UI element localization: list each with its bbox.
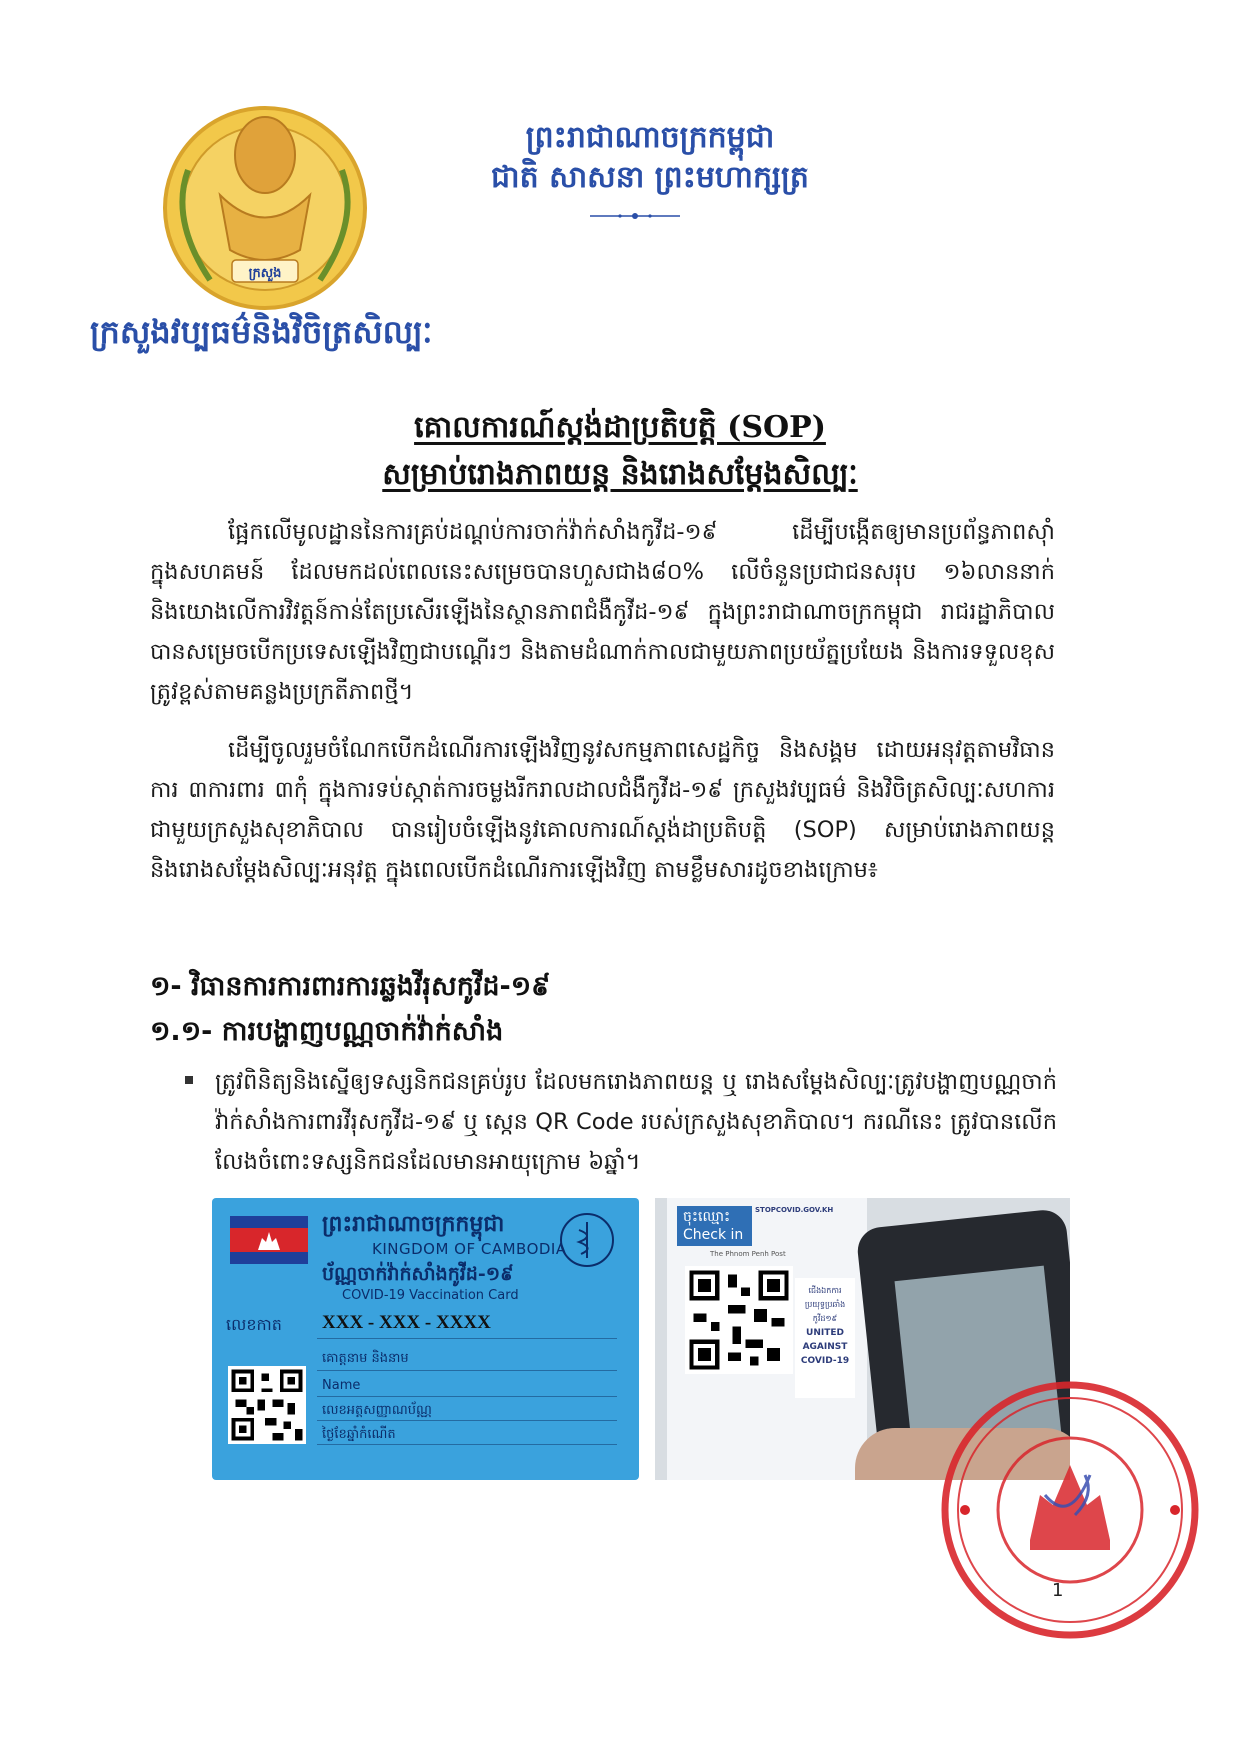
card-field-name: Name [322,1378,361,1393]
card-title-en: COVID-19 Vaccination Card [342,1288,519,1303]
vaccination-card-image [212,1198,639,1480]
kingdom-motto [440,118,860,198]
stopcovid-site: STOPCOVID.GOV.KH [755,1206,834,1214]
document-title-line1: គោលការណ៍ស្តង់ដាប្រតិបត្តិ (SOP) [414,410,826,445]
card-line [317,1444,617,1445]
ministry-emblem-icon [160,100,370,315]
poster-caption: The Phnom Penh Post [710,1250,786,1258]
paragraph-2: ដើម្បីចូលរួមចំណែកបើកដំណើរការឡើងវិញនូវសកម្មភាពសេដ្ឋកិច្ច និងសង្គម ដោយអនុវត្តតាមវិធានការ ៣ការពារ ៣កុំ ក្នុងការទប់ស្កាត់ការចម្លងរីករាលដាលជំងឺកូវីដ-១៩ ក្រសួងវប្បធម៌ និងវិចិត្រសិល្បៈសហការជាមួយក្រសួងសុខាភិបាល បានរៀបចំឡើងនូវគោលការណ៍ស្តង់ដាប្រតិបត្តិ (SOP) សម្រាប់រោងភាពយន្ត និងរោងសម្តែងសិល្បៈអនុវត្ត ក្នុងពេលបើកដំណើរការឡើងវិញ តាមខ្លឹមសារដូចខាងក្រោម៖ [150,737,1055,883]
card-id-value: XXX - XXX - XXXX [322,1312,491,1333]
emblem-label: ក្រសួង [248,266,282,281]
section-heading-1: ១- វិធានការការពារការឆ្លងវីរុសកូវីដ-១៩ [150,971,551,1002]
card-line [317,1420,617,1421]
card-line [317,1370,617,1371]
kingdom-name: ព្រះរាជាណាចក្រកម្ពុជា [525,120,775,155]
ornament-divider-icon [590,210,680,222]
card-title-kh: ប័ណ្ណចាក់វ៉ាក់សាំងកូវីដ-១៩ [322,1263,514,1285]
card-line [317,1396,617,1397]
nation-religion-king: ជាតិ សាសនា ព្រះមហាក្សត្រ [491,160,809,195]
card-qr-code-icon [228,1366,306,1444]
checkin-label: ចុះឈ្មោះ Check in [677,1206,752,1246]
card-line [317,1338,617,1339]
card-field-kh-name: គោត្តនាម និងនាម [322,1351,409,1366]
card-kingdom-kh: ព្រះរាជាណាចក្រកម្ពុជា [322,1211,505,1237]
card-field-id: លេខអត្តសញ្ញាណប័ណ្ណ [322,1403,432,1418]
bullet-square-icon [185,1076,193,1084]
page-number: 1 [1052,1580,1064,1601]
ministry-name: ក្រសួងវប្បធម៌និងវិចិត្រសិល្បៈ [90,313,433,351]
official-red-stamp-icon [935,1375,1205,1645]
health-ministry-seal-icon [557,1210,617,1270]
paragraph-1: ផ្អែកលើមូលដ្ឋាននៃការគ្រប់ដណ្តប់ការចាក់វ៉ាក់សាំងកូវីដ-១៩ ដើម្បីបង្កើតឲ្យមានប្រព័ន្ធភាពស៊ាំក្នុងសហគមន៍ ដែលមកដល់ពេលនេះសម្រេចបានហួសជាង៨០% លើចំនួនប្រជាជនសរុប ១៦លាននាក់ និងយោងលើការវិវត្តន៍កាន់តែប្រសើរឡើងនៃស្ថានភាពជំងឺកូវីដ-១៩ ក្នុងព្រះរាជាណាចក្រកម្ពុជា រាជរដ្ឋាភិបាលបានសម្រេចបើកប្រទេសឡើងវិញជាបណ្តើរៗ និងតាមដំណាក់កាលជាមួយភាពប្រយ័ត្នប្រយែង និងការទទួលខុសត្រូវខ្ពស់តាមគន្លងប្រក្រតីភាពថ្មី។ [150,519,1055,705]
card-kingdom-en: KINGDOM OF CAMBODIA [372,1240,567,1258]
document-title-line2: សម្រាប់រោងភាពយន្ត និងរោងសម្តែងសិល្បៈ [382,457,858,492]
bullet-text: ត្រូវពិនិត្យនិងស្នើឲ្យទស្សនិកជនគ្រប់រូប ដែលមករោងភាពយន្ត ឬ រោងសម្តែងសិល្បៈត្រូវបង្ហាញបណ្ណចាក់វ៉ាក់សាំងការពារវីរុសកូវីដ-១៩ ឬ ស្កេន QR Code របស់ក្រសួងសុខាភិបាល។ ករណីនេះ ត្រូវបានលើកលែងចំពោះទស្សនិកជនដែលមានអាយុក្រោម ៦ឆ្នាំ។ [215,1069,1057,1175]
section-heading-1-1: ១.១- ការបង្ហាញបណ្ណចាក់វ៉ាក់សាំង [150,1016,504,1047]
cambodia-flag-icon [230,1216,308,1264]
poster-side-panel: ជើងឯកការ ប្រយុទ្ធប្រឆាំង កូវីដ១៩ UNITED AGAINST COVID-19 [795,1278,855,1398]
poster-qr-code-icon [685,1266,793,1374]
card-id-label: លេខកាត [226,1315,282,1334]
bullet-item [215,1062,1057,1182]
card-field-dob: ថ្ងៃខែឆ្នាំកំណើត [322,1427,396,1442]
